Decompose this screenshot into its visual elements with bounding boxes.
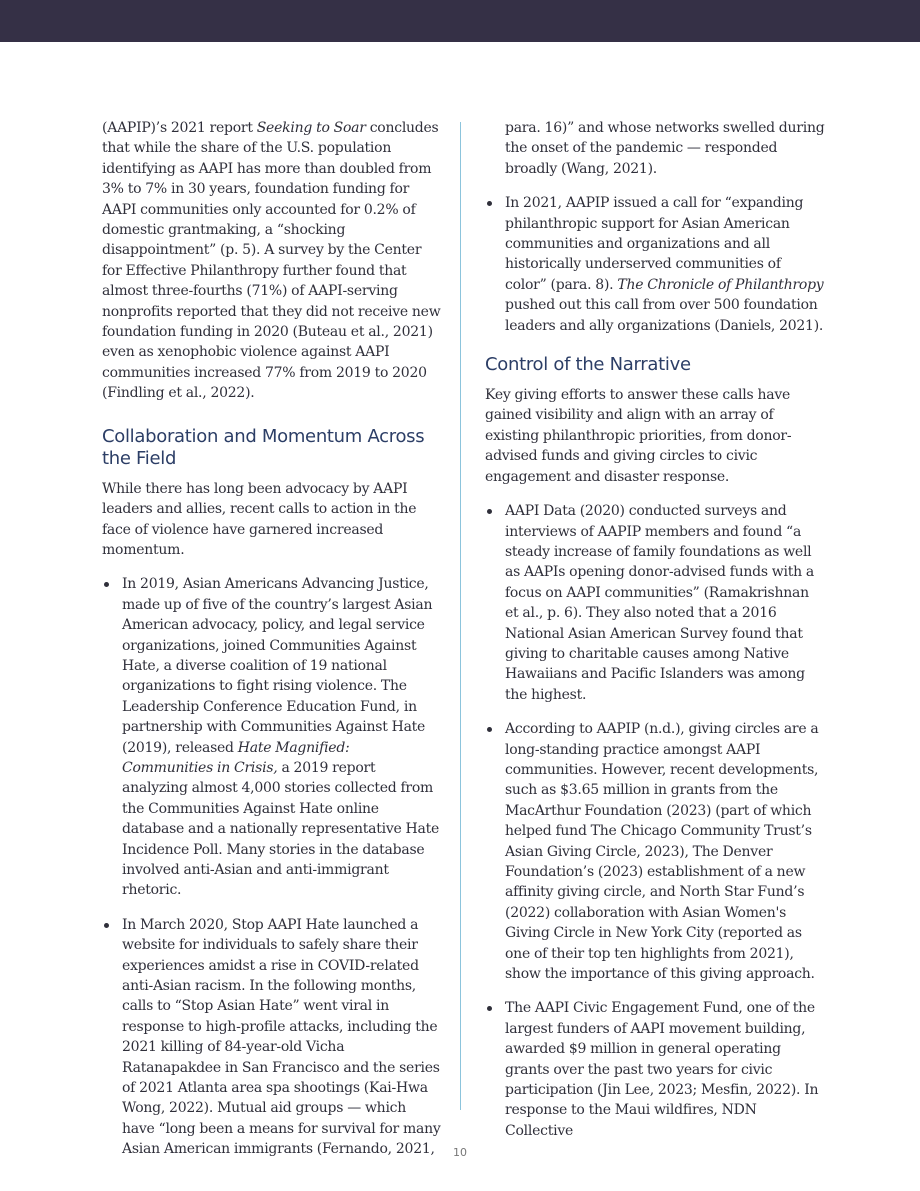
list-item: In March 2020, Stop AAPI Hate launched a website for individuals to safely share their experiences amidst a rise in COVID-related anti-Asian racism. In the following months, calls to “Stop Asian Hate” went viral in response to high-profile attacks, including the 2021 killing of 84-year-old Vicha Ratanapakdee in San Francisco and the series of 2021 Atlanta area spa shootings (Kai-Hwa Wong, 2022). Mutual aid groups — which have “long been a means for survival for many Asian American immigrants (Fernando, 2021, bbox=[102, 915, 442, 1160]
publication-title: The Chronicle of Philanthropy bbox=[617, 276, 824, 293]
header-bar bbox=[0, 0, 920, 42]
collaboration-paragraph: While there has long been advocacy by AAPI leaders and allies, recent calls to action in the face of violence have garnered increased momentum. bbox=[102, 480, 417, 558]
narrative-paragraph: Key giving efforts to answer these calls have gained visibility and align with an array of existing philanthropic priorities, from donor-advised funds and giving circles to civic engagement and disaster response. bbox=[485, 387, 792, 485]
narrative-list bbox=[485, 501, 825, 1141]
intro-paragraph: (AAPIP)’s 2021 report Seeking to Soar concludes that while the share of the U.S. population identifying as AAPI has more than doubled from 3% to 7% in 30 years, foundation funding for AAPI communities only accounted for 0.2% of domestic grantmaking, a “shocking disappointment” (p. 5). A survey by the Center for Effective Philanthropy further found that almost three-fourths (71%) of AAPI-serving nonprofits reported that they did not receive new foundation funding in 2020 (Buteau et al., 2021) even as xenophobic violence against AAPI communities increased 77% from 2019 to 2020 (Findling et al., 2022). bbox=[102, 120, 441, 402]
collaboration-list bbox=[102, 574, 442, 1159]
left-column bbox=[102, 118, 442, 1174]
list-item-continuation: para. 16)” and whose networks swelled during the onset of the pandemic — responded broadly (Wang, 2021). bbox=[505, 120, 825, 177]
list-item: The AAPI Civic Engagement Fund, one of the largest funders of AAPI movement building, awarded $9 million in general operating grants over the past two years for civic participation (Jin Lee, 2023; Mesfin, 2022). In response to the Maui wildfires, NDN Collective bbox=[485, 998, 825, 1141]
list-item: According to AAPIP (n.d.), giving circles are a long-standing practice amongst AAPI communities. However, recent developments, such as $3.65 million in grants from the MacArthur Foundation (2023) (part of which helped fund The Chicago Community Trust’s Asian Giving Circle, 2023), The Denver Foundation’s (2023) establishment of a new affinity giving circle, and North Star Fund’s (2022) collaboration with Asian Women's Giving Circle in New York City (reported as one of their top ten highlights from 2021), show the importance of this giving approach. bbox=[485, 719, 825, 984]
column-divider bbox=[460, 122, 461, 1110]
list-item: In 2019, Asian Americans Advancing Justice, made up of five of the country’s largest Asian American advocacy, policy, and legal service organizations, joined Communities Against Hate, a diverse coalition of 19 national organizations to fight rising violence. The Leadership Conference Education Fund, in partnership with Communities Against Hate (2019), released Hate Magnified: Communities in Crisis, a 2019 report analyzing almost 4,000 stories collected from the Communities Against Hate online database and a nationally representative Hate Incidence Poll. Many stories in the database involved anti-Asian and anti-immigrant rhetoric. bbox=[102, 574, 442, 901]
section-heading-collaboration: Collaboration and Momentum Across the Field bbox=[102, 425, 425, 469]
report-title: Seeking to Soar bbox=[256, 120, 366, 136]
report-title: Hate Magnified: Communities in Crisis, bbox=[122, 739, 350, 776]
page-number: 10 bbox=[453, 1146, 467, 1159]
section-heading-narrative: Control of the Narrative bbox=[485, 354, 691, 376]
right-column bbox=[485, 118, 825, 1155]
collaboration-list-continued bbox=[485, 118, 825, 336]
list-item: In 2021, AAPIP issued a call for “expanding philanthropic support for Asian American communities and organizations and all historically underserved communities of color” (para. 8). The Chronicle of Philanthropy pushed out this call from over 500 foundation leaders and ally organizations (Daniels, 2021). bbox=[485, 193, 825, 336]
list-item: AAPI Data (2020) conducted surveys and interviews of AAPIP members and found “a steady increase of family foundations as well as AAPIs opening donor-advised funds with a focus on AAPI communities” (Ramakrishnan et al., p. 6). They also noted that a 2016 National Asian American Survey found that giving to charitable causes among Native Hawaiians and Pacific Islanders was among the highest. bbox=[485, 501, 825, 705]
